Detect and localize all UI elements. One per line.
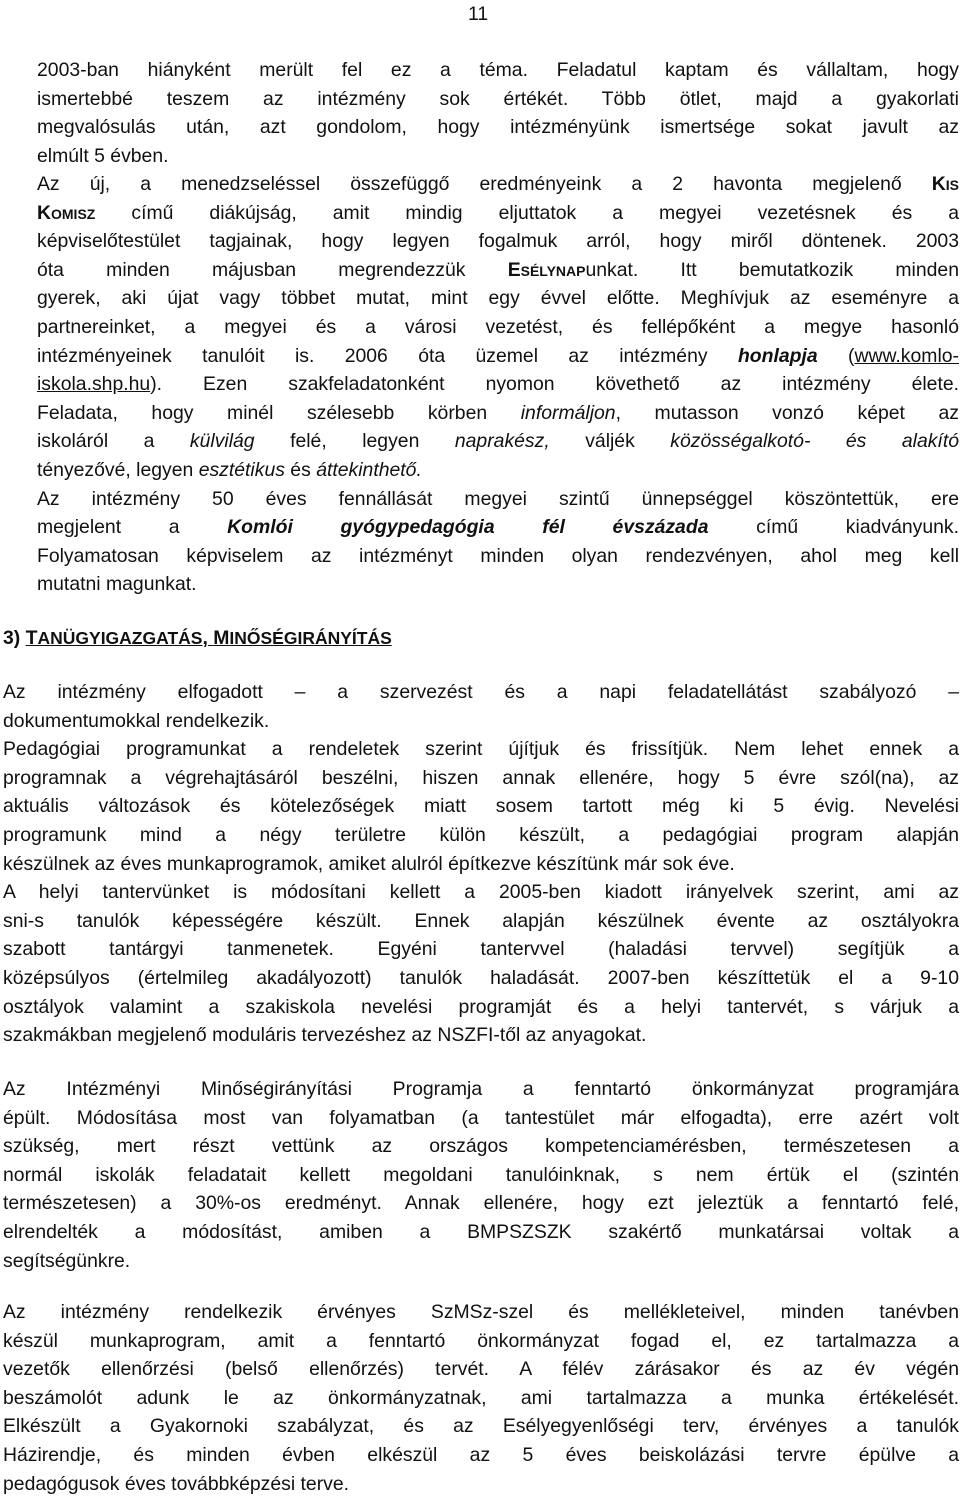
paragraph-achievements	[37, 170, 959, 599]
text-line: programnak a végrehajtásáról beszélni, hiszen annak ellenére, hogy 5 évre szól(na), az	[3, 766, 959, 789]
heading-separator: ,	[202, 627, 214, 649]
text-line: sni-s tanulók képességére készült. Ennek alapján készülnek évente az osztályokra	[3, 909, 959, 932]
newspaper-title: Kis	[931, 173, 959, 195]
text-line: szakmákban megjelenő moduláris tervezéshez az NSZFI-től az anyagokat.	[3, 1024, 647, 1047]
heading-initial: M	[213, 627, 230, 649]
text-run: tényezővé, legyen	[37, 458, 199, 481]
text-run: című kiadványunk.	[708, 516, 959, 539]
text-line: programunk mind a négy területre külön készült, a pedagógiai program alapján	[3, 823, 959, 846]
text-run: ). Ezen szakfeladatonként nyomon követhető az intézmény élete.	[150, 373, 959, 396]
text-line: mutatni magunkat.	[37, 573, 197, 596]
paragraph-documents	[3, 678, 959, 1050]
text-line: pedagógusok éves továbbképzési terve.	[3, 1472, 350, 1495]
newspaper-title: Komisz	[37, 201, 96, 224]
text-line: Az Intézményi Minőségirányítási Programja a fenntartó önkormányzat programjára	[3, 1078, 959, 1100]
text-line: aktuális változások és kötelezőségek miatt sosem tartott még ki 5 évig. Nevelési	[3, 795, 959, 818]
heading-line	[3, 624, 925, 653]
text-line: partnereinket, a megyei és a városi vezetést, és fellépőként a megye hasonló	[37, 315, 959, 338]
text-line: középsúlyos (értelmileg akadályozott) tanulók haladását. 2007-ben készíttetük el a 9-10	[3, 966, 959, 989]
page-number: 11	[468, 3, 489, 25]
text-line: épült. Módosítása most van folyamatban (a tantestület már elfogadta), erre azért volt	[3, 1106, 959, 1129]
text-line: osztályok valamint a szakiskola nevelési programját és a helyi tantervét, s várjuk a	[3, 995, 959, 1018]
paragraph-quality-program	[3, 1075, 959, 1275]
text-line: Az intézmény rendelkezik érvényes SzMSz-szel és mellékleteivel, minden tanévben	[3, 1301, 959, 1323]
text-line	[37, 427, 959, 456]
text-run: Az új, a menedzseléssel összefüggő eredményeink a 2 havonta megjelenő	[37, 173, 932, 195]
text-line: készül munkaprogram, amit a fenntartó önkormányzat fogad el, ez tartalmazza a	[3, 1329, 959, 1352]
text-run: intézményeinek tanulóit is. 2006 óta üzemel az intézmény	[37, 344, 738, 367]
paragraph-intro	[37, 56, 959, 170]
text-line: normál iskolák feladatait kellett megoldani tanulóinknak, s nem értük el (szintén	[3, 1163, 959, 1186]
text-line: gyerek, aki újat vagy többet mutat, mint egy évvel előtte. Meghívjuk az eseményre a	[37, 287, 959, 310]
text-line: elrendelték a módosítást, amiben a BMPSZSZK szakértő munkatársai voltak a	[3, 1220, 959, 1243]
text-line: Folyamatosan képviselem az intézményt minden olyan rendezvényen, ahol meg kell	[37, 544, 959, 567]
text-line: Elkészült a Gyakornoki szabályzat, és az Esélyegyenlőségi terv, érvényes a tanulók	[3, 1415, 959, 1438]
text-line: 2003-ban hiányként merült fel ez a téma. Feladatul kaptam és vállaltam, hogy	[37, 59, 959, 81]
text-line	[37, 399, 959, 428]
text-run: , mutasson vonzó képet az	[615, 401, 959, 424]
text-line: ismertebbé teszem az intézmény sok értékét. Több ötlet, majd a gyakorlati	[37, 87, 959, 110]
italic-term: külvilág	[189, 430, 255, 453]
text-line: Az intézmény elfogadott – a szervezést és a napi feladatellátást szabályozó –	[3, 681, 959, 703]
text-run: unkat. Itt bemutatkozik minden	[585, 258, 959, 281]
text-line: Az intézmény 50 éves fennállását megyei szintű ünnepséggel köszöntettük, ere	[37, 487, 959, 510]
text-run: Feladata, hogy minél szélesebb körben	[37, 401, 521, 424]
text-line: szabott tantárgyi tanmenetek. Egyéni tantervvel (haladási tervvel) segítjük a	[3, 938, 959, 961]
text-line: megvalósulás után, azt gondolom, hogy intézményünk ismertsége sokat javult az	[37, 116, 959, 139]
text-line: A helyi tantervünket is módosítani kellett a 2005-ben kiadott irányelvek szerint, ami az	[3, 881, 959, 904]
text-line: természetesen) a 30%-os eredményt. Annak ellenére, hogy ezt jeleztük a fenntartó felé,	[3, 1192, 959, 1215]
heading-number: 3)	[3, 627, 26, 649]
italic-term: naprakész,	[454, 430, 550, 453]
website-link[interactable]: iskola.shp.hu	[37, 373, 151, 396]
event-name: Esélynap	[507, 258, 586, 281]
text-run: (	[817, 344, 855, 367]
text-line: segítségünkre.	[3, 1249, 131, 1272]
text-line: képviselőtestület tagjainak, hogy legyen fogalmuk arról, hogy miről döntenek. 2003	[37, 230, 959, 253]
italic-term: áttekinthető.	[316, 458, 422, 481]
text-line: szükség, mert részt vettünk az országos kompetenciamérésben, természetesen a	[3, 1135, 959, 1158]
text-run: felé, legyen	[254, 430, 455, 453]
text-run: megjelent a	[37, 516, 228, 539]
text-line: Pedagógiai programunkat a rendeletek szerint újítjuk és frissítjük. Nem lehet ennek a	[3, 738, 959, 761]
heading-initial: T	[25, 627, 38, 649]
section-heading	[3, 624, 925, 653]
italic-term: informáljon	[520, 401, 616, 424]
text-line: beszámolót adunk le az önkormányzatnak, ami tartalmazza a munka értékelését.	[3, 1386, 959, 1409]
homepage-emphasis: honlapja	[737, 344, 818, 367]
text-line: dokumentumokkal rendelkezik.	[3, 709, 270, 732]
text-line	[37, 256, 959, 285]
text-line	[37, 342, 959, 371]
text-run: váljék	[549, 430, 671, 453]
text-line: Házirendje, és minden évben elkészül az 5 éves beiskolázási tervre épülve a	[3, 1443, 959, 1466]
text-line: elmúlt 5 évben.	[37, 144, 169, 167]
text-run: óta minden májusban megrendezzük	[37, 258, 508, 281]
text-line	[37, 513, 959, 542]
text-line	[37, 170, 959, 199]
paragraph-regulations	[3, 1298, 959, 1498]
heading-word: INŐSÉGIRÁNYÍTÁS	[229, 628, 392, 648]
text-line: készülnek az éves munkaprogramok, amiket alulról építkezve készítünk már sok éve.	[3, 852, 735, 875]
text-line	[37, 456, 959, 485]
heading-word: ANÜGYIGAZGATÁS	[37, 628, 203, 648]
italic-term: közösségalkotó- és alakító	[670, 430, 959, 453]
website-link[interactable]: www.komlo-	[854, 344, 959, 367]
publication-title: Komlói gyógypedagógia fél évszázada	[227, 516, 709, 539]
text-line: vezetők ellenőrzési (belső ellenőrzés) tervét. A félév zárásakor és az év végén	[3, 1358, 959, 1381]
text-line	[37, 370, 959, 399]
italic-term: esztétikus	[198, 458, 285, 481]
text-line	[37, 199, 959, 228]
text-run: című diákújság, amit mindig eljuttatok a megyei vezetésnek és a	[95, 201, 959, 224]
text-run: és	[284, 458, 317, 481]
text-run: iskoláról a	[37, 430, 190, 453]
